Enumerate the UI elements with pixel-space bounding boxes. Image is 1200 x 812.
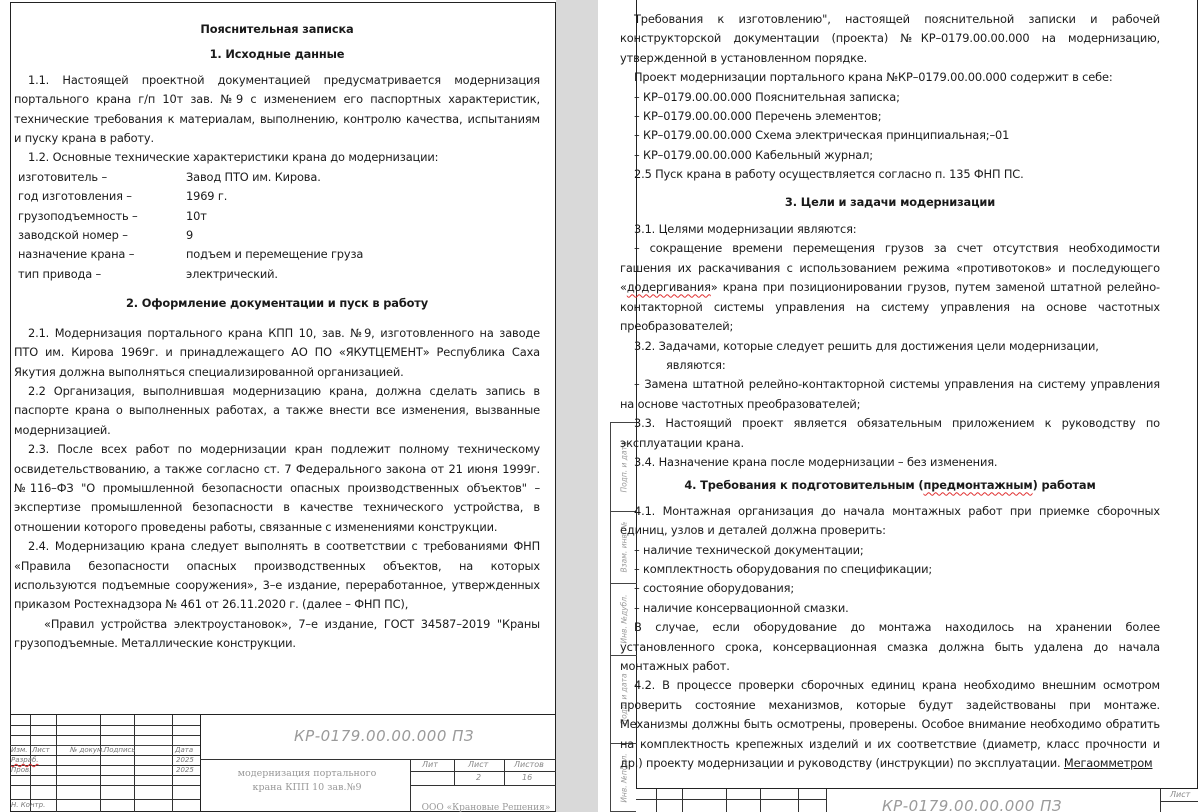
paragraph-2-3: 2.3. После всех работ по модернизации кран подлежит полному техническому освидетельствованию, а также согласно ст. 7 Федерального закона от 21 июня 1999г. №116–ФЗ "О промышленной безопасности опасных производственных объектов" – экспертизе промышленной безопасности в качестве технического устройства, в отношении которого проведены работы, связанные с изменениями конструкции. [14,442,540,534]
paragraph-1-1: 1.1. Настоящей проектной документацией предусматривается модернизация портального крана г/п 10т зав. №9 с изменением его паспортных характеристик, технические требования к материалам, выполнению, контролю качества, испытаниям и пуску крана в работу. [14,72,540,146]
spec-value: Завод ПТО им. Кирова. [186,169,321,184]
spec-row [14,226,363,245]
spec-key: тип привода – [18,266,102,281]
checker-label: Пров. [11,766,32,774]
sheet-label: Лист [1170,790,1191,799]
paragraph-2-5: 2.5 Пуск крана в работу осуществляется согласно п. 135 ФНП ПС. [634,167,1024,182]
check-list-item: – наличие консервационной смазки. [634,600,849,615]
spec-row [14,207,363,226]
section-2-heading: 2. Оформление документации и пуск в работу [125,296,429,311]
check-list-item: – наличие технической документации; [634,542,864,557]
text-run: Мегаомметром [1063,756,1153,771]
paragraph-1-2: 1.2. Основные технические характеристики крана до модернизации: [28,150,439,165]
sheets-total: 16 [522,773,533,782]
misspelled-word: предмонтажным [923,478,1033,493]
col-list-label: Лист [32,746,50,754]
section-1-heading: 1. Исходные данные [209,47,345,62]
document-description: модернизация портального крана КПП 10 зав.№9 [237,768,377,793]
strip-replace-inv: Взам. инв. № [619,521,629,573]
col-ndok-label: № докум. [70,746,105,754]
text-run: » крана при позиционировании грузов, путем заменой штатной релейно-контакторной системы управления на систему управления на основе частотных преобразователей; [620,280,1160,334]
paragraph-4-1: 4.1. Монтажная организация до начала монтажных работ при приемке сборочных единиц, узлов и деталей должна проверить: [620,503,1160,538]
strip-sign-date-2: Подп. и дата [619,673,629,725]
document-code: КР-0179.00.00.000 ПЗ [882,797,1063,812]
sheets-label: Листов [514,760,544,769]
spec-row [14,265,363,284]
organization-name: ООО «Крановые Решения» [421,803,551,812]
text-run: ) работам [1032,478,1096,493]
paragraph-4-2 [620,676,1160,773]
page-1-text [14,20,540,654]
spec-row [14,187,363,206]
spec-value: 10т [186,208,207,223]
strip-orig-inv: Инв. №подл. [619,753,629,803]
doc-list-item: – КР–0179.00.00.000 Перечень элементов; [634,109,882,124]
spec-key: грузоподъемность – [18,208,138,223]
document-title: Пояснительная записка [200,22,354,36]
paragraph-3-3: 3.3. Настоящий проект является обязательным приложением к руководству по эксплуатации крана. [620,416,1160,450]
col-data-label: Дата [175,746,194,754]
text-run: 4. Требования к подготовительным ( [684,478,924,493]
spec-row [14,168,363,187]
spec-value: 9 [186,228,194,243]
sheet-number: 2 [476,773,482,782]
col-izm-label: Изм. [11,746,28,754]
norm-control-label: Н. Контр. [11,801,46,809]
misspelled-word: додергивания [626,280,711,295]
paragraph-3-2: 3.2. Задачами, которые следует решить для достижения цели модернизации, [634,338,1099,353]
title-block [10,714,556,812]
checker-date: 2025 [176,766,194,774]
document-code: КР-0179.00.00.000 ПЗ [294,727,475,745]
paragraph-3-4: 3.4. Назначение крана после модернизации – без изменения. [634,454,998,469]
spec-row [14,245,363,264]
text-run: 4.2. В процессе проверки сборочных единиц крана необходимо внешним осмотром проверить состояние механизмов, которые будут задействованы при монтаже. Механизмы должны быть осмотрены, проверены. Особое внимание необходимо обратить на комплектность крепежных изделий и их соответствие (диаметр, класс прочности и др.) проекту модернизации и руководству (инструкции) по эксплуатации. [620,678,1160,771]
page-2-text [620,10,1160,773]
paragraph-3-1a [620,239,1160,336]
specs-table [14,168,363,284]
paragraph-2-4: 2.4. Модернизацию крана следует выполнять в соответствии с требованиями ФНП «Правила безопасности опасных производственных объектов, на которых используются подъемные сооружения», 3–е издание, переработанное, утвержденных приказом Ростехнадзора № 461 от 26.11.2020 г. (далее – ФНП ПС), [14,539,540,612]
spec-value: электрический. [186,266,278,281]
paragraph-2-2: 2.2 Организация, выполнившая модернизацию крана, должна сделать запись в паспорте крана о выполненных работах, а также внести все изменения, вызванные модернизацией. [14,383,540,437]
strip-dup-inv: Инв. №дубл. [619,594,629,644]
paragraph-3-1: 3.1. Целями модернизации являются: [634,222,857,237]
paragraph-3-2b: являются: [666,357,726,372]
developer-date: 2025 [176,756,194,764]
section-4-heading [620,476,1160,495]
spec-value: подъем и перемещение груза [186,247,364,262]
spec-key: год изготовления – [18,189,132,204]
developer-label: Разраб. [11,756,39,764]
sheet-label: Лист [468,760,489,769]
spec-key: заводской номер – [18,228,128,243]
doc-list-item: – КР–0179.00.00.000 Пояснительная записка; [634,89,900,104]
check-list-item: – комплектность оборудования по спецификации; [634,561,933,576]
paragraph-2-1: 2.1. Модернизация портального крана КПП 10, зав. №9, изготовленного на заводе ПТО им. Кирова 1969г. и принадлежащего АО ПО «ЯКУТЦЕМЕНТ» Республика Саха Якутия должна выполняться специализированной организацией. [14,325,540,379]
spec-key: изготовитель – [18,169,107,184]
doc-list-item: – КР–0179.00.00.000 Схема электрическая принципиальная;–01 [634,128,1010,143]
spec-key: назначение крана – [18,247,135,262]
document-page-2 [598,0,1200,812]
text-run: – сокращение времени перемещения грузов за счет отсутствия необходимости гашения их раскачивания с использованием режима «противотоков» и последующего « [620,241,1160,295]
spec-value: 1969 г. [186,189,228,204]
strip-sign-date-1: Подп. и дата [619,441,629,493]
paragraph-3-2c: – Замена штатной релейно-контакторной системы управления на систему управления на основе частотных преобразователей; [620,377,1160,411]
document-page-1 [0,0,556,812]
paragraph-4-1b: В случае, если оборудование до монтажа находилось на хранении более установленного срока, консервационная смазка должна быть удалена до начала монтажных работ. [620,620,1160,673]
paragraph-requirements: Требования к изготовлению", настоящей пояснительной записки и рабочей конструкторской документации (проекта) №КР–0179.00.00.000 на модернизацию, утвержденной в установленном порядке. [620,12,1160,65]
paragraph-2-5: «Правил устройства электроустановок», 7–е издание, ГОСТ 34587–2019 "Краны грузоподъемные. Металлические конструкции. [14,616,540,651]
doc-list-item: – КР–0179.00.00.000 Кабельный журнал; [634,147,873,162]
paragraph-contents-intro: Проект модернизации портального крана №КР–0179.00.00.000 содержит в себе: [634,70,1113,85]
lit-label: Лит [422,760,438,769]
check-list-item: – состояние оборудования; [634,581,795,596]
col-podp-label: Подпись [104,746,136,754]
title-block [636,788,1198,812]
section-3-heading: 3. Цели и задачи модернизации [784,194,996,209]
